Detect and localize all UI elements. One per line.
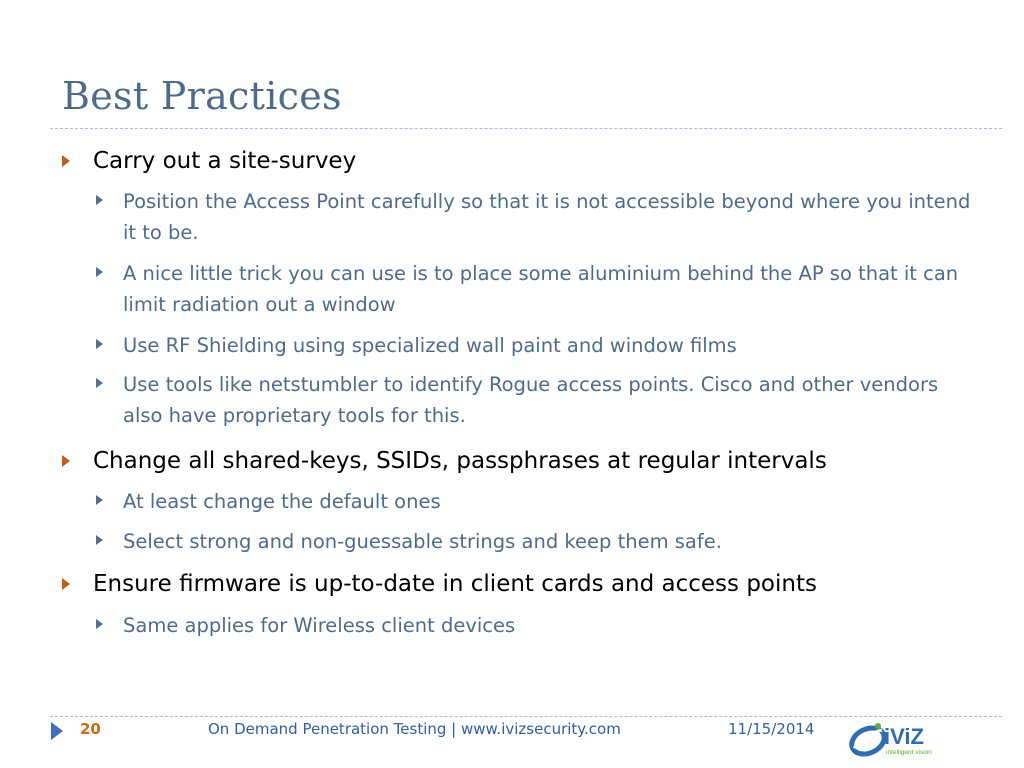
sub-bullet-text: Select strong and non-guessable strings and keep them safe. <box>123 530 722 553</box>
sub-bullet-text: At least change the default ones <box>123 490 441 513</box>
bullet-arrow-icon <box>62 455 70 467</box>
sub-bullet-arrow-icon <box>96 378 103 388</box>
title-divider <box>50 128 1002 129</box>
sub-bullet-arrow-icon <box>96 495 103 505</box>
sub-bullet-arrow-icon <box>96 267 103 277</box>
bullet-text: Change all shared-keys, SSIDs, passphrases at regular intervals <box>93 448 827 474</box>
bullet-arrow-icon <box>62 155 70 167</box>
slide-title: Best Practices <box>62 74 342 118</box>
footer-date: 11/15/2014 <box>728 720 815 738</box>
bullet-text: Ensure firmware is up-to-date in client cards and access points <box>93 571 817 597</box>
logo-tagline: intelligent vision <box>886 749 932 756</box>
sub-bullet-text: Use RF Shielding using specialized wall paint and window films <box>123 334 737 357</box>
company-logo <box>848 716 938 760</box>
sub-bullet-arrow-icon <box>96 339 103 349</box>
sub-bullet-arrow-icon <box>96 619 103 629</box>
logo-swirl-icon <box>848 723 888 759</box>
sub-bullet-text: Position the Access Point carefully so that it is not accessible beyond where you intend it to be. <box>123 190 971 244</box>
bullet-arrow-icon <box>62 578 70 590</box>
sub-bullet-arrow-icon <box>96 535 103 545</box>
sub-bullet-text: A nice little trick you can use is to place some aluminium behind the AP so that it can limit radiation out a window <box>123 262 959 316</box>
sub-bullet-text: Same applies for Wireless client devices <box>123 614 516 637</box>
footer-arrow-icon <box>51 722 63 740</box>
logo-brand: iViZ <box>884 724 924 749</box>
page-number: 20 <box>80 720 101 738</box>
sub-bullet-text: Use tools like netstumbler to identify Rogue access points. Cisco and other vendors also have proprietary tools for this. <box>123 373 939 427</box>
sub-bullet-arrow-icon <box>96 195 103 205</box>
footer-text: On Demand Penetration Testing | www.ivizsecurity.com <box>208 720 621 738</box>
bullet-text: Carry out a site-survey <box>93 148 357 174</box>
